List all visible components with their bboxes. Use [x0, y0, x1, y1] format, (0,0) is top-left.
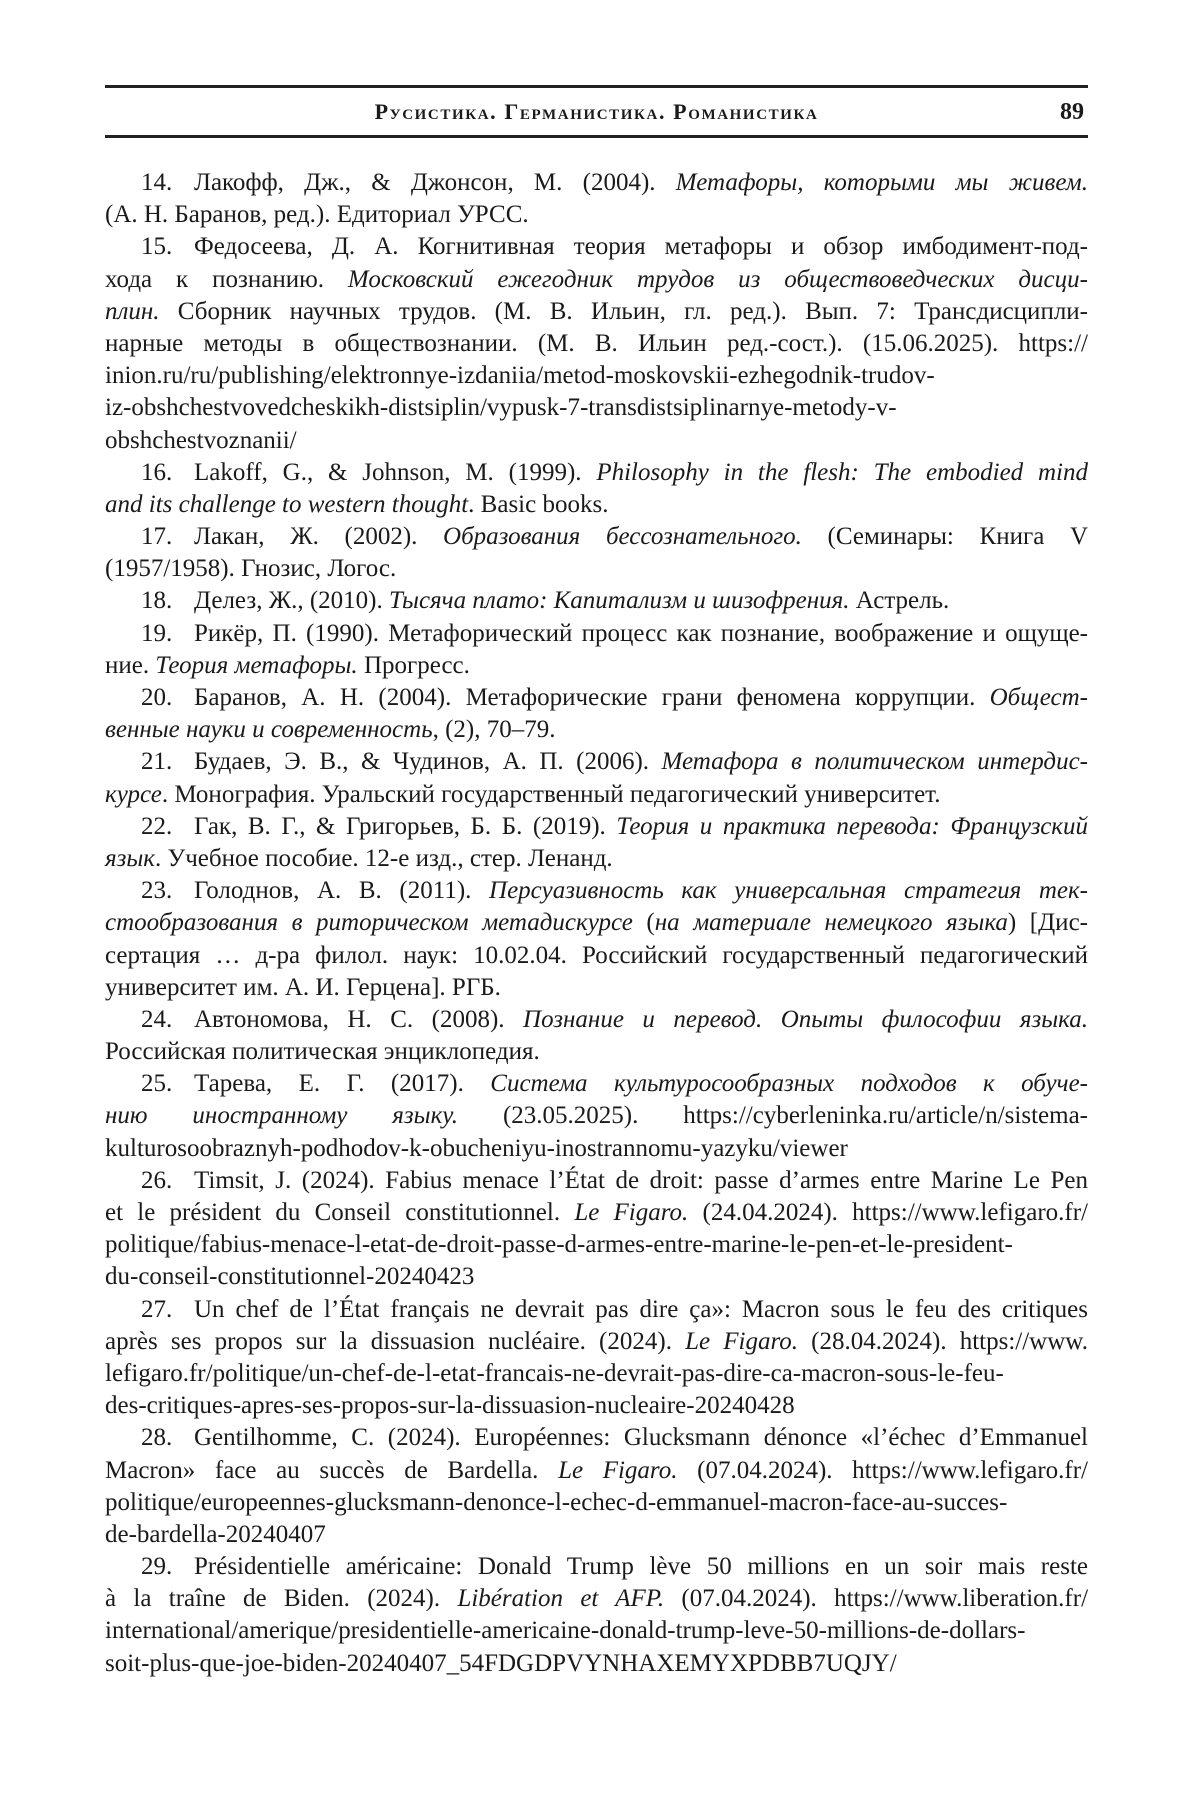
reference-line [105, 618, 1088, 650]
reference-line [105, 1422, 1088, 1454]
reference-line [105, 296, 1088, 328]
running-head [105, 96, 1088, 128]
reference-text: нарные методы в обществознании. (М. В. Ильин ред.-сост.). (15.06.2025). https:// [105, 330, 1088, 357]
reference-line [105, 1455, 1088, 1487]
reference-line [105, 199, 1088, 231]
reference-text: (23.05.2025). https://cyberleninka.ru/article/n/sistema- [458, 1102, 1088, 1129]
reference-text: сертация … д-ра филол. наук: 10.02.04. Российский государственный педагогический [105, 942, 1088, 969]
reference-entry [105, 811, 1088, 875]
reference-italic-text: стообразования в риторическом метадискурсе [105, 909, 633, 936]
reference-line [105, 1197, 1088, 1229]
reference-text: des-critiques-apres-ses-propos-sur-la-dissuasion-nucleaire-20240428 [105, 1392, 795, 1419]
reference-text: politique/fabius-menace-l-etat-de-droit-passe-d-armes-entre-marine-le-pen-et-le-president- [105, 1231, 1013, 1258]
reference-entry [105, 875, 1088, 1004]
reference-italic-text: венные науки и современность [105, 716, 433, 743]
reference-text: Будаев, Э. В., & Чудинов, А. П. (2006). [194, 748, 662, 775]
reference-italic-text: Метафора в политическом интердис- [662, 748, 1088, 775]
reference-italic-text: Образования бессознательного. [443, 523, 802, 550]
reference-number: 20. [141, 682, 194, 714]
reference-list [105, 167, 1088, 1680]
reference-line [105, 264, 1088, 296]
reference-line [105, 1648, 1088, 1680]
reference-entry [105, 1551, 1088, 1680]
reference-text: Лакан, Ж. (2002). [194, 523, 443, 550]
reference-line [105, 553, 1088, 585]
reference-text: Астрель. [850, 587, 950, 614]
reference-line [105, 328, 1088, 360]
reference-text: soit-plus-que-joe-biden-20240407_54FDGDPVYNHAXEMYXPDBB7UQJY/ [105, 1650, 897, 1677]
reference-italic-text: Система культуросообразных подходов к обуче- [490, 1070, 1088, 1097]
reference-text: Федосеева, Д. А. Когнитивная теория метафоры и обзор имбодимент-под- [194, 233, 1088, 260]
reference-italic-text: Libération et AFP. [457, 1585, 664, 1612]
reference-text: politique/europeennes-glucksmann-denonce-l-echec-d-emmanuel-macron-face-au-succes- [105, 1489, 1007, 1516]
reference-line [105, 811, 1088, 843]
reference-text: obshchestvoznanii/ [105, 427, 297, 454]
reference-number: 24. [141, 1004, 194, 1036]
reference-line [105, 746, 1088, 778]
reference-line [105, 167, 1088, 199]
reference-text: Сборник научных трудов. (М. В. Ильин, гл. ред.). Вып. 7: Трансдисципли- [160, 298, 1088, 325]
reference-entry [105, 167, 1088, 231]
reference-text: Гак, В. Г., & Григорьев, Б. Б. (2019). [194, 813, 616, 840]
reference-italic-text: плин. [105, 298, 160, 325]
reference-entry [105, 457, 1088, 521]
reference-line [105, 972, 1088, 1004]
reference-text: . Учебное пособие. 12-е изд., стер. Ленанд. [155, 845, 613, 872]
reference-italic-text: Теория и практика перевода: Французский [616, 813, 1088, 840]
reference-line [105, 521, 1088, 553]
reference-line [105, 1261, 1088, 1293]
reference-line [105, 1390, 1088, 1422]
reference-line [105, 940, 1088, 972]
reference-entry [105, 618, 1088, 682]
reference-line [105, 843, 1088, 875]
reference-italic-text: нию иностранному языку. [105, 1102, 458, 1129]
reference-line [105, 1068, 1088, 1100]
reference-entry [105, 1294, 1088, 1423]
reference-line [105, 360, 1088, 392]
reference-text: . Монография. Уральский государственный педагогический университет. [162, 781, 941, 808]
reference-number: 17. [141, 521, 194, 553]
reference-line [105, 1583, 1088, 1615]
reference-number: 27. [141, 1294, 194, 1326]
reference-text: (07.04.2024). https://www.liberation.fr/ [664, 1585, 1088, 1612]
reference-number: 14. [141, 167, 194, 199]
reference-line [105, 1036, 1088, 1068]
reference-italic-text: and its challenge to western thought [105, 491, 468, 518]
reference-text: Автономова, Н. С. (2008). [194, 1006, 523, 1033]
reference-number: 18. [141, 585, 194, 617]
reference-italic-text: на материале немецкого языка [655, 909, 1008, 936]
reference-number: 23. [141, 875, 194, 907]
reference-text: Баранов, А. Н. (2004). Метафорические грани феномена коррупции. [194, 684, 990, 711]
reference-number: 29. [141, 1551, 194, 1583]
reference-line [105, 1358, 1088, 1390]
reference-line [105, 907, 1088, 939]
reference-entry [105, 746, 1088, 810]
reference-entry [105, 231, 1088, 456]
reference-number: 16. [141, 457, 194, 489]
reference-text: Présidentielle américaine: Donald Trump lève 50 millions en un soir mais reste [194, 1553, 1088, 1580]
reference-text: Российская политическая энциклопедия. [105, 1038, 540, 1065]
reference-text: Голоднов, А. В. (2011). [194, 877, 489, 904]
reference-italic-text: язык [105, 845, 155, 872]
reference-number: 15. [141, 231, 194, 263]
reference-line [105, 1519, 1088, 1551]
reference-text: университет им. А. И. Герцена]. РГБ. [105, 974, 501, 1001]
header-rule-bottom [105, 135, 1088, 138]
reference-italic-text: Московский ежегодник трудов из обществоведческих дисци- [348, 266, 1088, 293]
reference-italic-text: Познание и перевод. Опыты философии языка. [523, 1006, 1088, 1033]
reference-italic-text: Теория метафоры. [155, 652, 357, 679]
reference-entry [105, 1165, 1088, 1294]
reference-italic-text: курсе [105, 781, 162, 808]
reference-line [105, 714, 1088, 746]
reference-line [105, 1165, 1088, 1197]
reference-line [105, 1100, 1088, 1132]
header-rule-top [105, 85, 1088, 88]
reference-text: iz-obshchestvovedcheskikh-distsiplin/vypusk-7-transdistsiplinarnye-metody-v- [105, 394, 897, 421]
reference-text: , (2), 70–79. [433, 716, 556, 743]
reference-line [105, 875, 1088, 907]
reference-text: Тарева, Е. Г. (2017). [194, 1070, 490, 1097]
reference-italic-text: Le Figaro. [574, 1199, 688, 1226]
reference-text: inion.ru/ru/publishing/elektronnye-izdaniia/metod-moskovskii-ezhegodnik-trudov- [105, 362, 935, 389]
reference-text: international/amerique/presidentielle-americaine-donald-trump-leve-50-millions-de-dollars- [105, 1617, 1025, 1644]
reference-italic-text: Philosophy in the flesh: The embodied mind [596, 459, 1088, 486]
reference-text: Un chef de l’État français ne devrait pas dire ça»: Macron sous le feu des critiques [194, 1296, 1088, 1323]
reference-line [105, 1294, 1088, 1326]
reference-text: Macron» face au succès de Bardella. [105, 1457, 558, 1484]
reference-number: 26. [141, 1165, 194, 1197]
reference-text: et le président du Conseil constitutionnel. [105, 1199, 574, 1226]
reference-text: (24.04.2024). https://www.lefigaro.fr/ [688, 1199, 1088, 1226]
reference-text: Прогресс. [358, 652, 470, 679]
reference-text: (Семинары: Книга V [802, 523, 1088, 550]
reference-text: (А. Н. Баранов, ред.). Едиториал УРСС. [105, 201, 529, 228]
reference-number: 28. [141, 1422, 194, 1454]
reference-italic-text: Метафоры, которыми мы живем. [676, 169, 1088, 196]
reference-italic-text: Персуазивность как универсальная стратегия тек- [489, 877, 1088, 904]
reference-italic-text: Le Figaro. [685, 1328, 798, 1355]
reference-number: 19. [141, 618, 194, 650]
reference-text: ( [633, 909, 655, 936]
reference-text: du-conseil-constitutionnel-20240423 [105, 1263, 474, 1290]
reference-line [105, 1326, 1088, 1358]
reference-line [105, 585, 1088, 617]
reference-number: 25. [141, 1068, 194, 1100]
reference-line [105, 1551, 1088, 1583]
reference-text: Делез, Ж., (2010). [194, 587, 389, 614]
reference-text: de-bardella-20240407 [105, 1521, 326, 1548]
reference-entry [105, 521, 1088, 585]
reference-number: 22. [141, 811, 194, 843]
reference-entry [105, 1068, 1088, 1165]
reference-line [105, 489, 1088, 521]
reference-entry [105, 682, 1088, 746]
reference-entry [105, 1422, 1088, 1551]
reference-line [105, 1133, 1088, 1165]
reference-line [105, 231, 1088, 263]
reference-line [105, 1615, 1088, 1647]
reference-entry [105, 585, 1088, 617]
reference-line [105, 1004, 1088, 1036]
reference-text: ) [Дис- [1008, 909, 1088, 936]
reference-text: Gentilhomme, C. (2024). Européennes: Glucksmann dénonce «l’échec d’Emmanuel [194, 1424, 1088, 1451]
reference-text: après ses propos sur la dissuasion nucléaire. (2024). [105, 1328, 685, 1355]
reference-text: Timsit, J. (2024). Fabius menace l’État de droit: passe d’armes entre Marine Le Pen [194, 1167, 1088, 1194]
reference-number: 21. [141, 746, 194, 778]
reference-text: lefigaro.fr/politique/un-chef-de-l-etat-francais-ne-devrait-pas-dire-ca-macron-sous-le-feu- [105, 1360, 1004, 1387]
reference-line [105, 650, 1088, 682]
reference-italic-text: Тысяча плато: Капитализм и шизофрения. [389, 587, 850, 614]
reference-line [105, 1487, 1088, 1519]
page-number: 89 [1060, 96, 1084, 128]
reference-text: (28.04.2024). https://www. [798, 1328, 1088, 1355]
reference-text: Рикёр, П. (1990). Метафорический процесс как познание, воображение и ощуще- [194, 620, 1088, 647]
reference-entry [105, 1004, 1088, 1068]
reference-text: à la traîne de Biden. (2024). [105, 1585, 457, 1612]
reference-line [105, 1229, 1088, 1261]
reference-text: Лакофф, Дж., & Джонсон, М. (2004). [194, 169, 676, 196]
reference-text: kulturosoobraznyh-podhodov-k-obucheniyu-inostrannomu-yazyku/viewer [105, 1135, 848, 1162]
reference-text: ние. [105, 652, 155, 679]
reference-line [105, 779, 1088, 811]
reference-text: . Basic books. [468, 491, 608, 518]
running-head-title: Русистика. Германистика. Романистика [105, 96, 1088, 128]
reference-line [105, 392, 1088, 424]
reference-text: (1957/1958). Гнозис, Логос. [105, 555, 396, 582]
reference-line [105, 425, 1088, 457]
reference-text: (07.04.2024). https://www.lefigaro.fr/ [678, 1457, 1089, 1484]
reference-text: хода к познанию. [105, 266, 348, 293]
reference-line [105, 682, 1088, 714]
reference-line [105, 457, 1088, 489]
reference-text: Lakoff, G., & Johnson, M. (1999). [194, 459, 596, 486]
reference-italic-text: Общест- [990, 684, 1088, 711]
reference-italic-text: Le Figaro. [558, 1457, 677, 1484]
